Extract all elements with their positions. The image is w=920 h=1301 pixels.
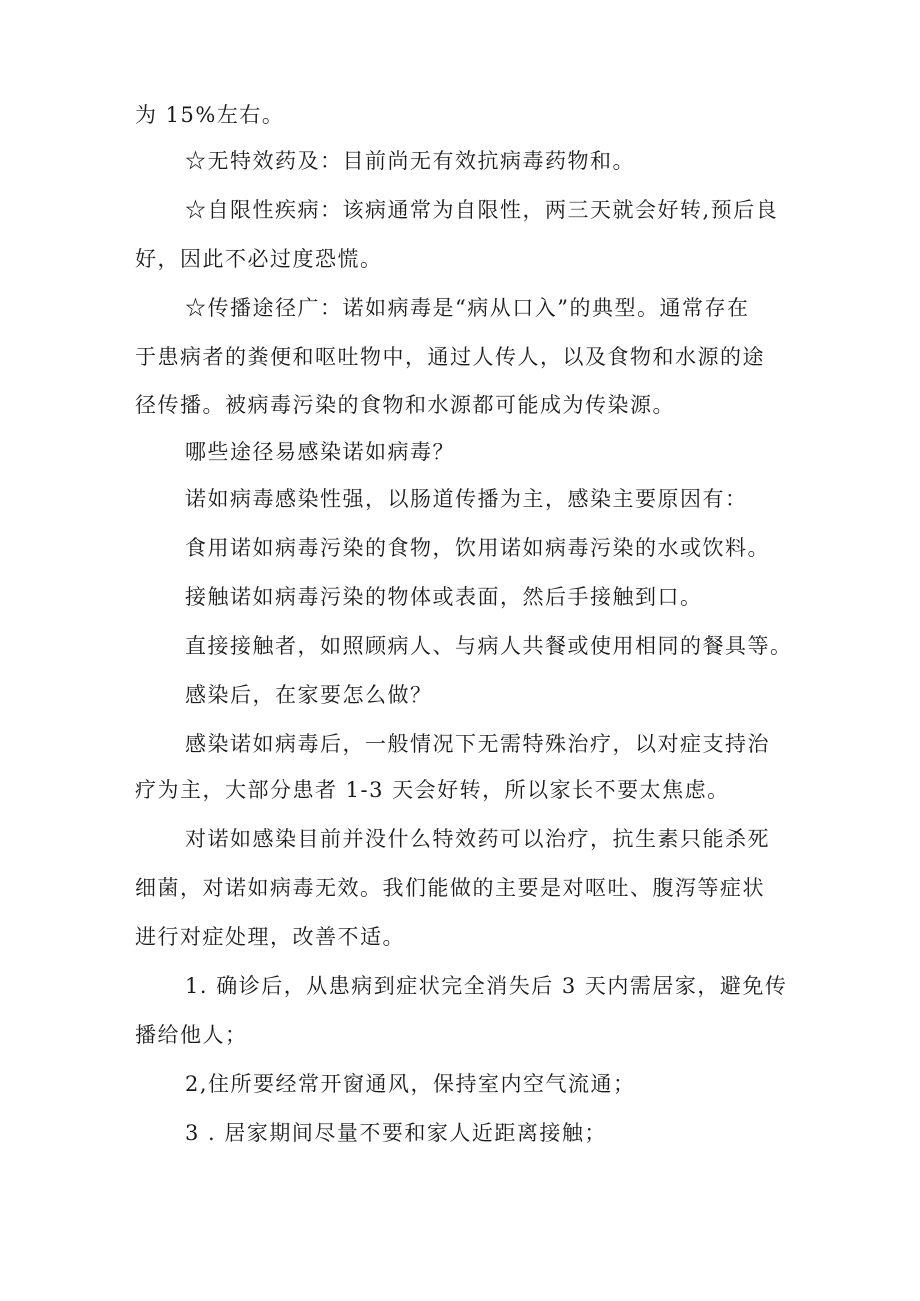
list-item: 1. 确诊后，从患病到症状完全消失后 3 天内需居家，避免传 xyxy=(185,974,788,998)
text-line: 食用诺如病毒污染的食物，饮用诺如病毒污染的水或饮料。 xyxy=(185,536,770,560)
text-line: 径传播。被病毒污染的食物和水源都可能成为传染源。 xyxy=(135,393,675,417)
text-line: 疗为主，大部分患者 1-3 天会好转，所以家长不要太焦虑。 xyxy=(135,778,730,802)
list-item: 2,住所要经常开窗通风，保持室内空气流通； xyxy=(185,1072,636,1096)
text-line: ☆传播途径广：诺如病毒是“病从口入”的典型。通常存在 xyxy=(185,296,750,320)
text-line: 直接接触者，如照顾病人、与病人共餐或使用相同的餐具等。 xyxy=(185,634,793,658)
text-line: ☆自限性疾病：该病通常为自限性，两三天就会好转,预后良 xyxy=(185,198,779,222)
text-line: 对诺如感染目前并没什么特效药可以治疗，抗生素只能杀死 xyxy=(185,827,770,851)
text-line: 为 15%左右。 xyxy=(135,103,285,127)
text-line: 播给他人； xyxy=(135,1023,248,1047)
text-line: 诺如病毒感染性强，以肠道传播为主，感染主要原因有： xyxy=(185,487,748,511)
text-line: 于患病者的粪便和呕吐物中，通过人传人，以及食物和水源的途 xyxy=(135,345,765,369)
text-line: ☆无特效药及：目前尚无有效抗病毒药物和。 xyxy=(185,149,635,173)
section-heading: 哪些途径易感染诺如病毒？ xyxy=(185,440,455,464)
text-line: 感染诺如病毒后，一般情况下无需特殊治疗，以对症支持治 xyxy=(185,732,770,756)
list-item: 3 . 居家期间尽量不要和家人近距离接触； xyxy=(185,1121,607,1145)
text-line: 细菌，对诺如病毒无效。我们能做的主要是对呕吐、腹泻等症状 xyxy=(135,876,765,900)
text-line: 接触诺如病毒污染的物体或表面，然后手接触到口。 xyxy=(185,585,703,609)
text-line: 进行对症处理，改善不适。 xyxy=(135,925,405,949)
section-heading: 感染后，在家要怎么做？ xyxy=(185,683,433,707)
text-line: 好，因此不必过度恐慌。 xyxy=(135,247,383,271)
